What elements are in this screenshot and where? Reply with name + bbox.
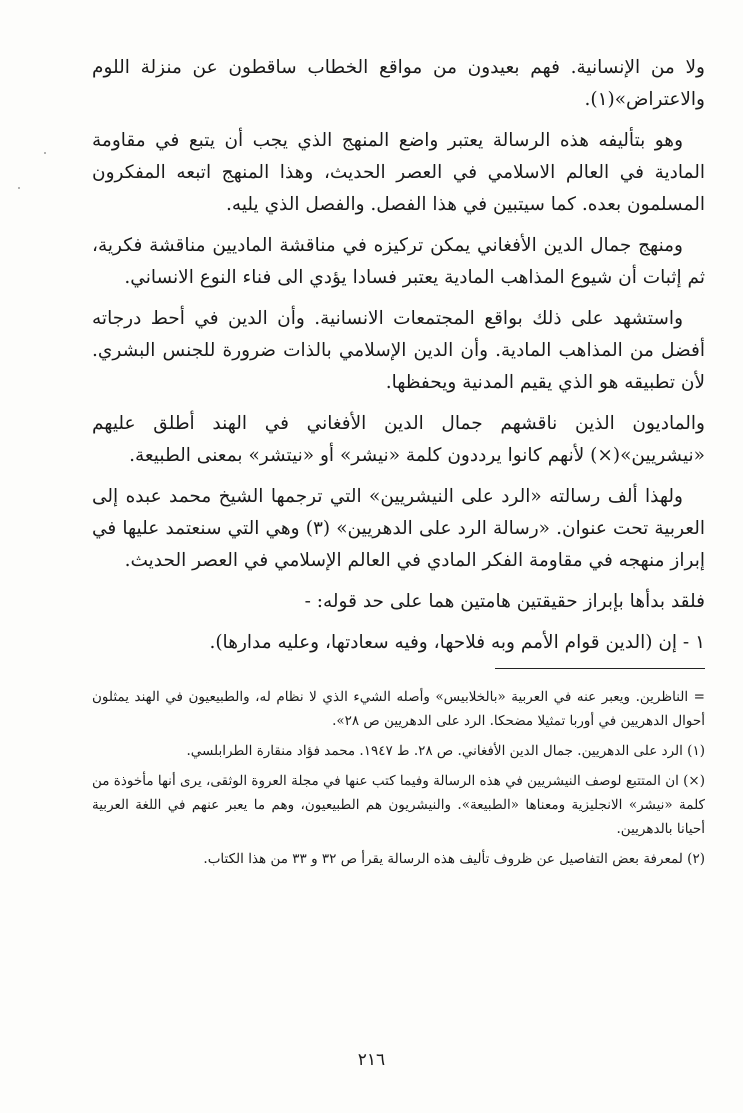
page-number: ٢١٦ (357, 1050, 386, 1070)
body-text (92, 52, 705, 659)
scan-speck (18, 187, 20, 189)
list-item-1: ١ - إن (الدين قوام الأمم وبه فلاحها، وفيه سعادتها، وعليه مدارها). (209, 632, 705, 653)
footnote-x: (×) ان المتتبع لوصف النيشريين في هذه الرسالة وفيما كتب عنها في مجلة العروة الوثقى، يرى أنها مأخوذة من كلمة «نيشر» الانجليزية ومعناها «الطبيعة». والنيشريون هم الطبيعيون، وهم ما يعبر عنهم في اللغة العربية أحيانا بالدهريين. (92, 773, 705, 837)
scan-speck (44, 152, 46, 154)
footnote-1: (١) الرد على الدهريين. جمال الدين الأفغاني. ص ٢٨. ط ١٩٤٧. محمد فؤاد منقارة الطرابلسي. (186, 743, 705, 759)
paragraph-6: ولهذا ألف رسالته «الرد على النيشريين» التي ترجمها الشيخ محمد عبده إلى العربية تحت عنوان. «رسالة الرد على الدهريين» (٣) وهي التي سنعتمد عليها في إبراز منهجه في مقاومة الفكر المادي في العالم الإسلامي في العصر الحديث. (92, 486, 705, 571)
paragraph-3: ومنهج جمال الدين الأفغاني يمكن تركيزه في مناقشة الماديين مناقشة فكرية، ثم إثبات أن شيوع المذاهب المادية يعتبر فسادا يؤدي الى فناء النوع الانساني. (92, 235, 705, 288)
footnote-continuation: = الناظرين. ويعبر عنه في العربية «بالخلابيس» وأصله الشيء الذي لا نظام له، والطبيعيون في الهند يمثلون أحوال الدهريين في أوربا تمثيلا مضحكا. الرد على الدهريين ص ٢٨». (92, 689, 705, 729)
paragraph-1: ولا من الإنسانية. فهم بعيدون من مواقع الخطاب ساقطون عن منزلة اللوم والاعتراض»(١). (92, 57, 705, 110)
footnote-2: (٢) لمعرفة بعض التفاصيل عن ظروف تأليف هذه الرسالة يقرأ ص ٣٢ و ٣٣ من هذا الكتاب. (203, 851, 705, 867)
page-content (92, 52, 705, 877)
footnote-divider (495, 668, 705, 669)
paragraph-5: والماديون الذين ناقشهم جمال الدين الأفغاني في الهند أطلق عليهم «نيشريين»(×) لأنهم كانوا يرددون كلمة «نيشر» أو «نيتشر» بمعنى الطبيعة. (92, 413, 705, 466)
paragraph-7: فلقد بدأها بإبراز حقيقتين هامتين هما على حد قوله: - (304, 591, 705, 612)
paragraph-4: واستشهد على ذلك بواقع المجتمعات الانسانية. وأن الدين في أحط درجاته أفضل من المذاهب المادية. وأن الدين الإسلامي بالذات ضرورة للجنس البشري. لأن تطبيقه هو الذي يقيم المدنية ويحفظها. (92, 308, 705, 393)
paragraph-2: وهو بتأليفه هذه الرسالة يعتبر واضع المنهج الذي يجب أن يتبع في مقاومة المادية في العالم الاسلامي في العصر الحديث، وهذا المنهج اتبعه المفكرون المسلمون بعده. كما سيتبين في هذا الفصل. والفصل الذي يليه. (92, 130, 705, 215)
footnotes (92, 685, 705, 871)
